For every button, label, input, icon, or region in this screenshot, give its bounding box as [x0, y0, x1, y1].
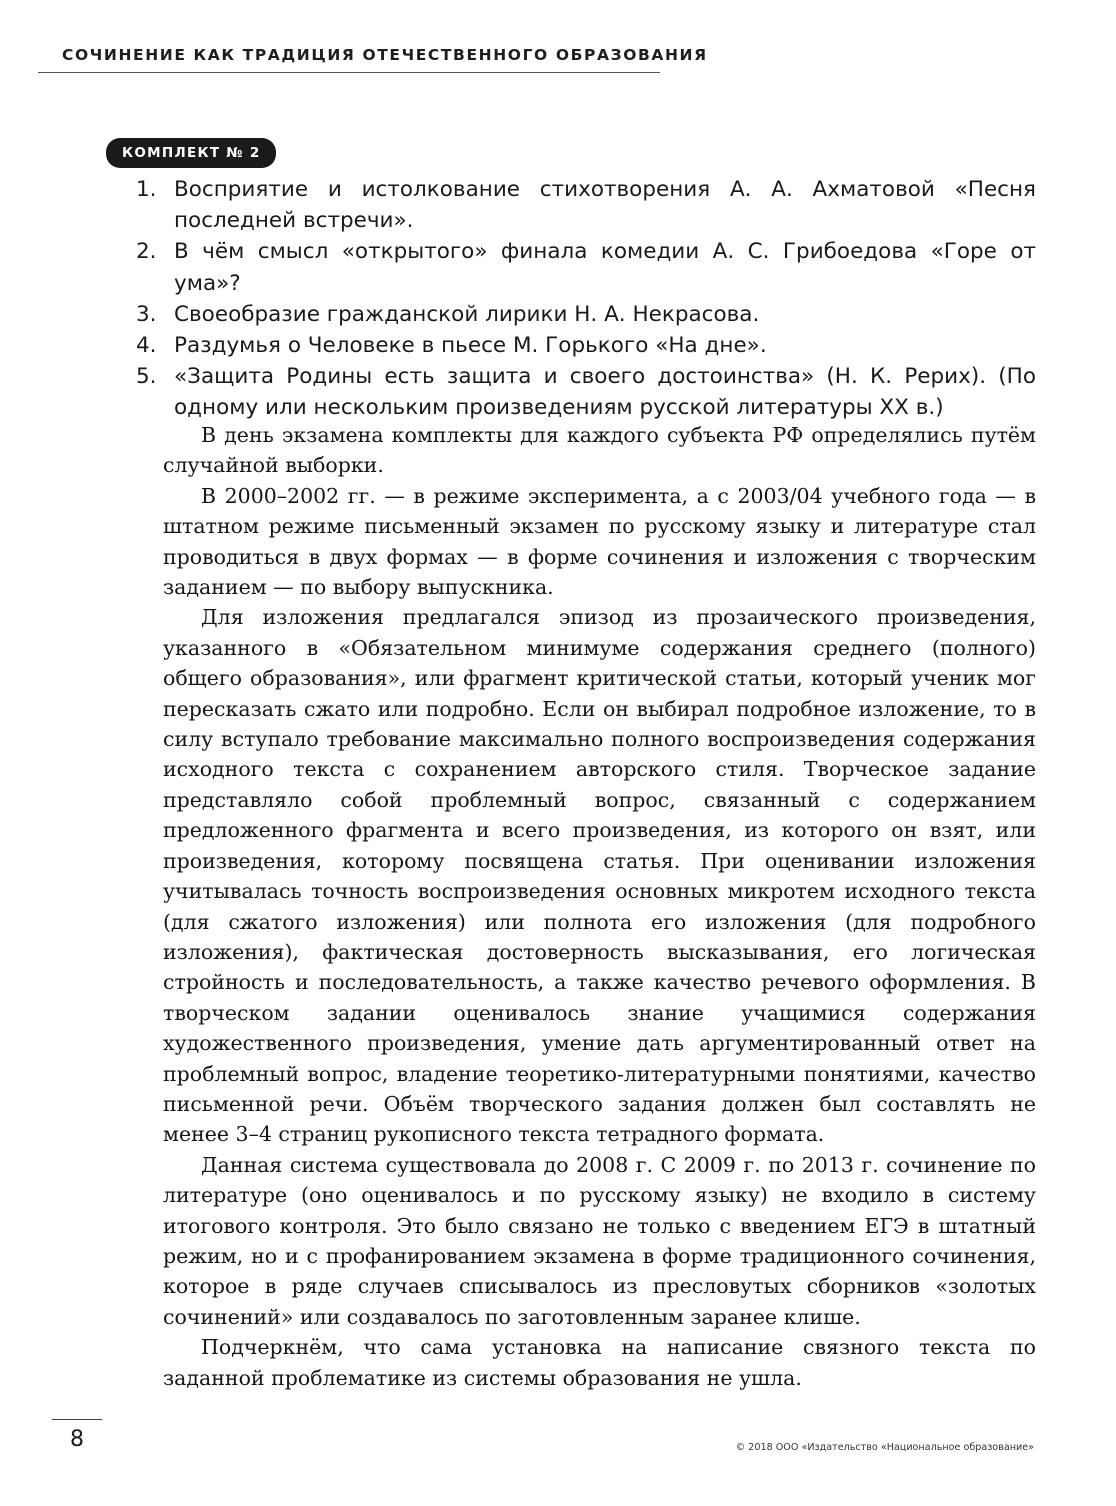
topic-text: «Защита Родины есть защита и своего достоинства» (Н. К. Рерих). (По одному или нескольким произведениям русской литературы XX в.): [174, 364, 1036, 421]
paragraph: В день экзамена комплекты для каждого субъекта РФ определялись путём случайной выборки.: [163, 423, 1036, 478]
topic-item: [136, 236, 1036, 298]
set-badge: КОМПЛЕКТ № 2: [106, 138, 276, 168]
topic-number: 4.: [136, 333, 157, 359]
header-divider: [38, 72, 660, 73]
topic-number: 2.: [136, 239, 157, 265]
topic-text: В чём смысл «открытого» финала комедии А. С. Грибоедова «Горе от ума»?: [174, 239, 1036, 296]
topic-item: [136, 361, 1036, 423]
topic-item: [136, 174, 1036, 236]
topic-item: [136, 330, 1036, 361]
running-title: СОЧИНЕНИЕ КАК ТРАДИЦИЯ ОТЕЧЕСТВЕННОГО ОБРАЗОВАНИЯ: [62, 46, 708, 64]
page-number: 8: [70, 1427, 84, 1452]
paragraph: В 2000–2002 гг. — в режиме эксперимента, а с 2003/04 учебного года — в штатном режиме письменный экзамен по русскому языку и литературе стал проводиться в двух формах — в форме сочинения и изложения с творческим заданием — по выбору выпускника.: [163, 483, 1036, 600]
copyright-notice: © 2018 ООО «Издательство «Национальное образование»: [735, 1442, 1034, 1453]
topic-item: [136, 299, 1036, 330]
topic-number: 1.: [136, 177, 157, 202]
topic-text: Своеобразие гражданской лирики Н. А. Некрасова.: [174, 301, 760, 327]
body-text: [163, 420, 1036, 1393]
topic-text: Раздумья о Человеке в пьесе М. Горького «На дне».: [174, 333, 767, 359]
paragraph: Данная система существовала до 2008 г. С 2009 г. по 2013 г. сочинение по литературе (оно оценивалось и по русскому языку) не входило в систему итогового контроля. Это было связано не только с введением ЕГЭ в штатный режим, но и с профанированием экзамена в форме традиционного сочинения, которое в ряде случаев списывалось из пресловутых сборников «золотых сочинений» или создавалось по заготовленным заранее клише.: [163, 1152, 1036, 1329]
paragraph: Для изложения предлагался эпизод из прозаического произведения, указанного в «Обязательном минимуме содержания среднего (полного) общего образования», или фрагмент критической статьи, который ученик мог пересказать сжато или подробно. Если он выбирал подробное изложение, то в силу вступало требование максимально полного воспроизведения содержания исходного текста с сохранением авторского стиля. Творческое задание представляло собой проблемный вопрос, связанный с содержанием предложенного фрагмента и всего произведения, из которого он взят, или произведения, которому посвящена статья. При оценивании изложения учитывалась точность воспроизведения основных микротем исходного текста (для сжатого изложения) или полнота его изложения (для подробного изложения), фактическая достоверность высказывания, его логическая стройность и последовательность, а также качество речевого оформления. В творческом задании оценивалось знание учащимися содержания художественного произведения, умение дать аргументированный ответ на проблемный вопрос, владение теоретико-литературными понятиями, качество письменной речи. Объём творческого задания должен был составлять не менее 3–4 страниц рукописного текста тетрадного формата.: [163, 605, 1036, 1147]
topics-list: [136, 174, 1036, 424]
paragraph: Подчеркнём, что сама установка на написание связного текста по заданной проблематике из системы образования не ушла.: [163, 1335, 1036, 1390]
topic-number: 3.: [136, 301, 157, 327]
topic-number: 5.: [136, 364, 157, 390]
footer-divider: [52, 1419, 102, 1420]
topic-text: Восприятие и истолкование стихотворения А. А. Ахматовой «Песня последней встречи».: [174, 177, 1036, 234]
